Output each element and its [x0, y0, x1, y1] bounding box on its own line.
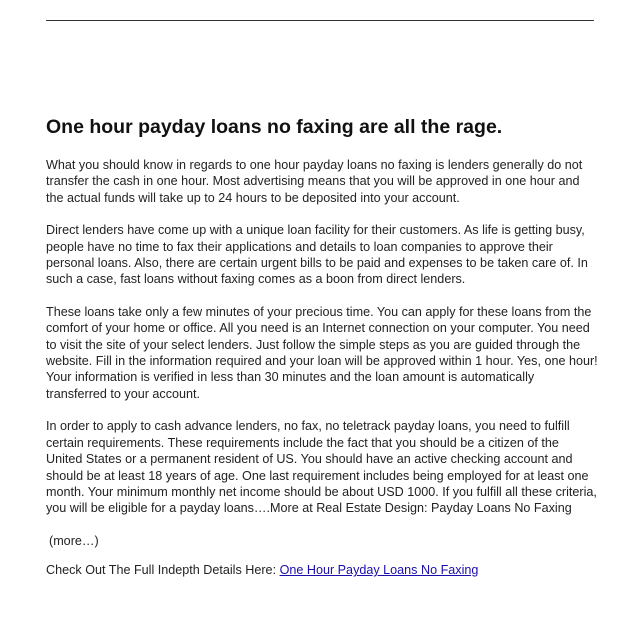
paragraph-apply-online: These loans take only a few minutes of your precious time. You can apply for these loans from the comfort of your home or office. All you need is an Internet connection on your computer. You need to visit the site of your select lenders. Just follow the simple steps as you are guided through the website. Fill in the information required and your loan will be approved within 1 hour. Yes, one hour! Your information is verified in less than 30 minutes and the loan amount is automatically transferred to your account. — [46, 304, 598, 401]
paragraph-intro: What you should know in regards to one hour payday loans no faxing is lenders generally do not transfer the cash in one hour. Most advertising means that you will be approved in one hour and the actual funds will take up to 24 hours to be deposited into your account. — [46, 158, 583, 205]
footer-line — [46, 562, 598, 578]
top-divider — [46, 20, 594, 21]
footer-prefix: Check Out The Full Indepth Details Here: — [46, 563, 280, 578]
source-link[interactable]: One Hour Payday Loans No Faxing — [279, 563, 479, 578]
more-link[interactable]: (more…) — [49, 533, 99, 548]
article-title: One hour payday loans no faxing are all the rage. — [46, 116, 503, 138]
paragraph-requirements: In order to apply to cash advance lenders, no fax, no teletrack payday loans, you need to fulfill certain requirements. These requirements include the fact that you should be a citizen of the United States or a permanent resident of US. You should have an active checking account and should be at least 18 years of age. One last requirement includes being employed for at least one month. Your minimum monthly net income should be about USD 1000. If you fulfill all these criteria, you will be eligible for a payday loans….More at Real Estate Design: Payday Loans No Faxing — [46, 419, 597, 516]
article — [46, 114, 598, 595]
paragraph-direct-lenders: Direct lenders have come up with a unique loan facility for their customers. As life is getting busy, people have no time to fax their applications and details to loan companies to approve their personal loans. Also, there are certain urgent bills to be paid and expenses to be taken care of. In such a case, fast loans without faxing comes as a boon from direct lenders. — [46, 223, 588, 287]
